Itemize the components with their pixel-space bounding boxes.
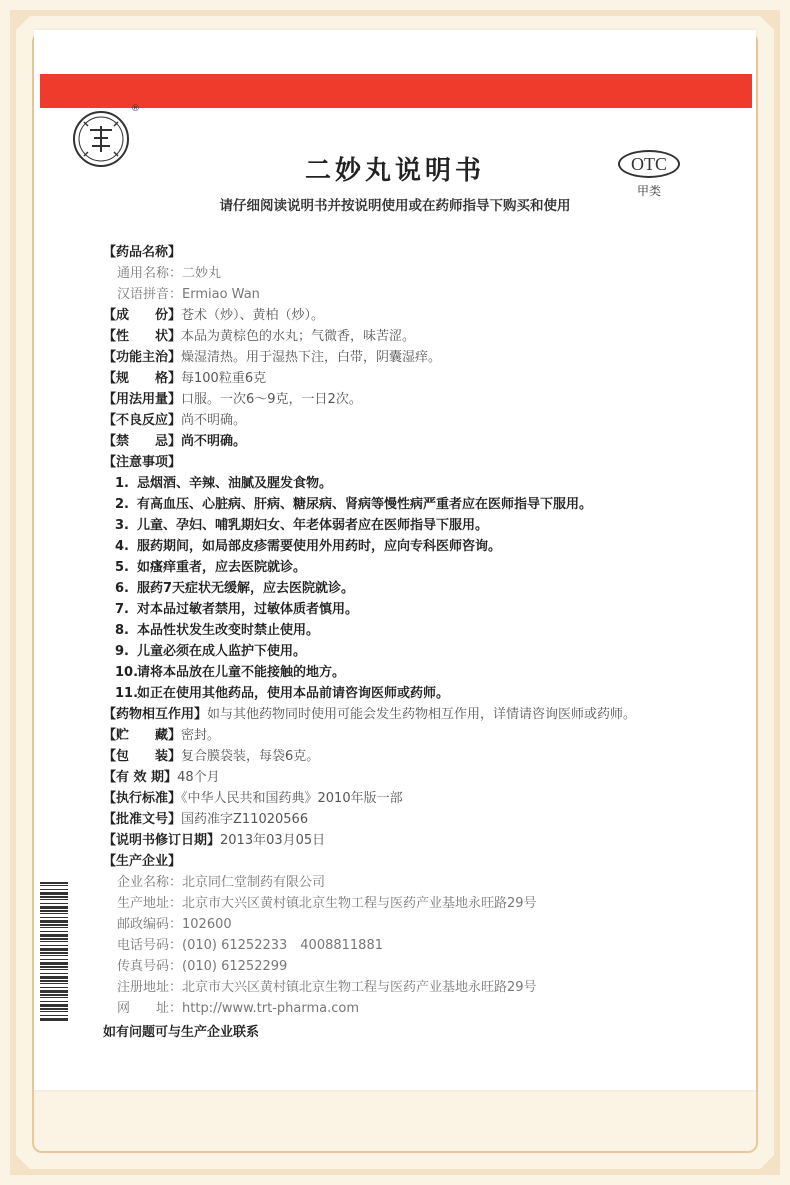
precaution-item: 5. 如瘙痒重者，应去医院就诊。 [115,560,307,575]
pinyin-row: 汉语拼音：Ermiao Wan [117,287,260,302]
section-appearance: 【性 状】本品为黄棕色的水丸；气微香，味苦涩。 [103,329,416,344]
section-revision-date: 【说明书修订日期】2013年03月05日 [103,833,326,848]
precaution-item: 10.请将本品放在儿童不能接触的地方。 [115,665,346,680]
precaution-item: 6. 服药7天症状无缓解，应去医院就诊。 [115,581,355,596]
manufacturer-row: 企业名称：北京同仁堂制药有限公司 [117,875,326,890]
otc-class-label: 甲类 [636,184,661,198]
section-indications: 【功能主治】燥湿清热。用于湿热下注，白带，阴囊湿痒。 [103,350,442,365]
section-dosage: 【用法用量】口服。一次6～9克，一日2次。 [103,392,362,407]
precaution-item: 8. 本品性状发生改变时禁止使用。 [115,623,320,638]
precaution-item: 11.如正在使用其他药品，使用本品前请咨询医师或药师。 [115,686,450,701]
precaution-item: 1. 忌烟酒、辛辣、油腻及腥发食物。 [115,476,333,491]
section-storage: 【贮 藏】密封。 [103,728,221,743]
otc-badge: OTC [618,150,680,178]
section-packaging: 【包 装】复合膜袋装，每袋6克。 [103,749,320,764]
registered-mark: ® [131,104,140,114]
precaution-item: 3. 儿童、孕妇、哺乳期妇女、年老体弱者应在医师指导下服用。 [115,518,489,533]
manufacturer-row: 生产地址：北京市大兴区黄村镇北京生物工程与医药产业基地永旺路29号 [117,896,537,911]
section-adverse-reactions: 【不良反应】尚不明确。 [103,413,247,428]
manufacturer-row: 注册地址：北京市大兴区黄村镇北京生物工程与医药产业基地永旺路29号 [117,980,537,995]
precautions-heading: 【注意事项】 [103,455,182,470]
generic-name-row: 通用名称：二妙丸 [117,266,222,281]
section-contraindications: 【禁 忌】尚不明确。 [103,434,247,449]
manufacturer-heading: 【生产企业】 [103,854,182,869]
section-standard: 【执行标准】《中华人民共和国药典》2010年版一部 [103,791,403,806]
precaution-item: 2. 有高血压、心脏病、肝病、糖尿病、肾病等慢性病严重者应在医师指导下服用。 [115,497,593,512]
manufacturer-row: 传真号码：(010) 61252299 [117,959,288,974]
document-subtitle: 请仔细阅读说明书并按说明使用或在药师指导下购买和使用 [219,198,571,214]
precaution-item: 7. 对本品过敏者禁用，过敏体质者慎用。 [115,602,359,617]
manufacturer-row: 电话号码：(010) 61252233 4008811881 [117,938,383,953]
section-shelf-life: 【有 效 期】48个月 [103,770,220,785]
barcode-icon [40,882,68,1022]
contact-note: 如有问题可与生产企业联系 [103,1025,260,1040]
section-specification: 【规 格】每100粒重6克 [103,371,267,386]
precaution-item: 9. 儿童必须在成人监护下使用。 [115,644,307,659]
section-approval-number: 【批准文号】国药准字Z11020566 [103,812,309,827]
manufacturer-row: 邮政编码：102600 [117,917,232,932]
precaution-item: 4. 服药期间，如局部皮疹需要使用外用药时，应向专科医师咨询。 [115,539,502,554]
section-interactions: 【药物相互作用】如与其他药物同时使用可能会发生药物相互作用，详情请咨询医师或药师。 [103,707,637,722]
red-header-band [40,74,752,108]
document-title: 二妙丸说明书 [304,156,485,186]
drug-name-heading: 【药品名称】 [103,245,182,260]
section-ingredients: 【成 份】苍术（炒）、黄柏（炒）。 [103,308,325,323]
manufacturer-website-row: 网 址：http://www.trt-pharma.com [117,1001,360,1016]
